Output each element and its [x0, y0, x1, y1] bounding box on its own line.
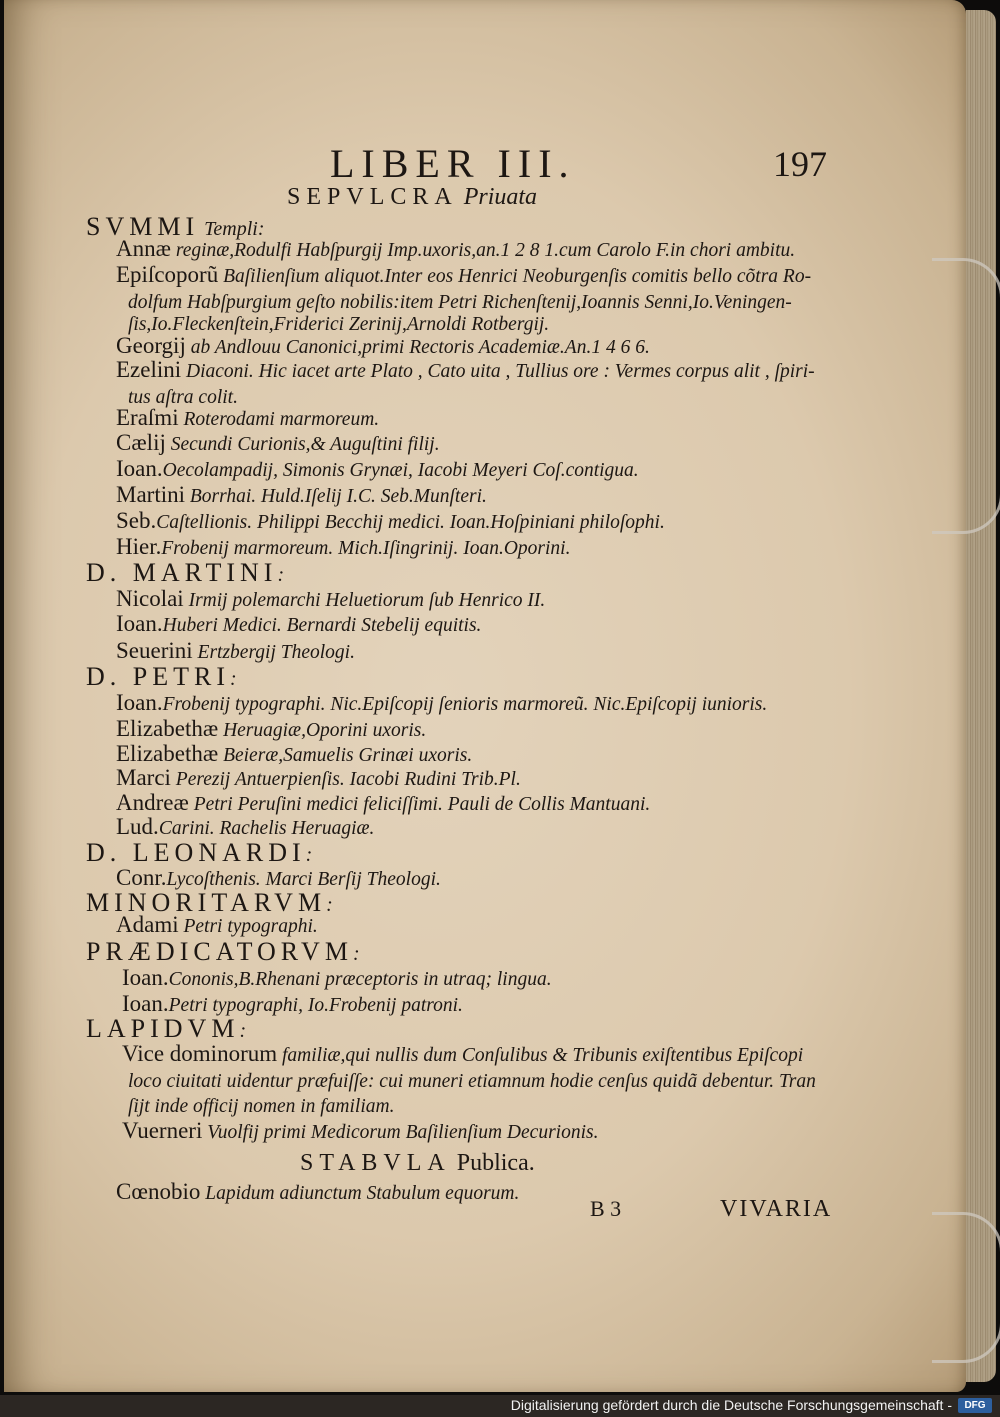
- entry-name: Eraſmi: [116, 405, 179, 430]
- stabula-line: [116, 1179, 519, 1207]
- entry-note: Petri typographi, Io.Frobenij patroni.: [168, 995, 463, 1016]
- list-item: [116, 456, 639, 484]
- heading-name: MINORITARVM: [86, 888, 327, 917]
- section-title-caps: SEPVLCRA: [287, 184, 458, 210]
- entry-note: Perezij Antuerpienſis. Iacobi Rudini Trib.Pl.: [170, 769, 521, 790]
- entry-note: familiæ,qui nullis dum Conſulibus & Tribunis exiſtentibus Epiſcopi: [277, 1045, 804, 1066]
- entry-name: Elizabethæ: [116, 741, 219, 766]
- entry-name: Cælij: [116, 430, 166, 455]
- section-title: [287, 184, 537, 211]
- entry-note: Cononis,B.Rhenani præceptoris in utraq; lingua.: [168, 969, 552, 990]
- entry-name: Seuerini: [116, 638, 193, 663]
- entry-note: Lycoſthenis. Marci Berſij Theologi.: [166, 869, 441, 890]
- heading-name: PRÆDICATORVM: [86, 937, 353, 966]
- section-heading: [86, 664, 237, 692]
- list-item: [116, 430, 440, 458]
- entry-name: Ioan.: [116, 456, 163, 481]
- heading-suffix: :: [305, 844, 313, 866]
- entry-note: Diaconi. Hic iacet arte Plato , Cato uita , Tullius ore : Vermes corpus alit , ſpiri-: [181, 361, 815, 382]
- section-heading: [86, 840, 312, 868]
- entry-name: Elizabethæ: [116, 716, 219, 741]
- stabula-line-name: Cœnobio: [116, 1179, 201, 1204]
- entry-name: Vice dominorum: [122, 1041, 278, 1066]
- section-title-rest: Priuata: [457, 184, 538, 210]
- entry-note: reginæ,Rodulfi Habſpurgij Imp.uxoris,an.1 2 8 1.cum Carolo F.in chori ambitu.: [170, 240, 796, 261]
- entry-name: Nicolai: [116, 586, 184, 611]
- dfg-logo-icon: DFG: [958, 1398, 992, 1413]
- entry-note: Vuolfij primi Medicorum Baſilienſium Decurionis.: [202, 1122, 599, 1143]
- entry-note: Irmij polemarchi Heluetiorum ſub Henrico II.: [183, 590, 546, 611]
- heading-name: LAPIDVM: [86, 1014, 240, 1043]
- entry-note: Petri typographi.: [178, 916, 318, 937]
- entry-note: Huberi Medici. Bernardi Stebelij equitis.: [162, 615, 482, 636]
- section-heading: [86, 1016, 246, 1044]
- list-item-continuation: [128, 1067, 816, 1095]
- entry-note: ab Andlouu Canonici,primi Rectoris Academiæ.An.1 4 6 6.: [185, 337, 650, 358]
- entry-name: Annæ: [116, 236, 171, 261]
- entry-name: Seb.: [116, 508, 157, 533]
- entry-note: Secundi Curionis,& Auguſtini filij.: [165, 434, 440, 455]
- heading-suffix: :: [239, 1020, 247, 1042]
- entry-note: tus aſtra colit.: [128, 387, 238, 408]
- entry-note: Oecolampadij, Simonis Grynæi, Iacobi Meyeri Coſ.contigua.: [162, 460, 639, 481]
- heading-suffix: Templi:: [199, 218, 265, 240]
- entry-name: Epiſcoporũ: [116, 262, 219, 287]
- entry-note: Frobenij typographi. Nic.Epiſcopij ſenioris marmoreũ. Nic.Epiſcopij iunioris.: [162, 694, 768, 715]
- stabula-title-rest: Publica.: [450, 1150, 535, 1176]
- list-item: [116, 236, 795, 264]
- entry-name: Marci: [116, 765, 171, 790]
- funding-notice: Digitalisierung gefördert durch die Deutsche Forschungsgemeinschaft -: [510, 1397, 952, 1413]
- entry-name: Adami: [116, 912, 179, 937]
- entry-name: Ioan.: [122, 965, 169, 990]
- list-item: [116, 405, 379, 433]
- heading-name: D. LEONARDI: [86, 838, 306, 867]
- list-item: [116, 586, 545, 614]
- heading-name: SVMMI: [86, 212, 200, 241]
- page-edges: [966, 10, 996, 1382]
- entry-name: Lud.: [116, 814, 159, 839]
- entry-name: Ioan.: [116, 611, 163, 636]
- entry-note: Frobenij marmoreum. Mich.Iſingrinij. Ioan.Oporini.: [161, 538, 571, 559]
- scan-footer-bar: [0, 1395, 1000, 1417]
- page-clip-icon: [932, 1212, 1000, 1363]
- entry-note: Heruagiæ,Oporini uxoris.: [218, 720, 427, 741]
- heading-suffix: :: [352, 943, 360, 965]
- entry-name: Georgij: [116, 333, 186, 358]
- list-item: [116, 357, 815, 385]
- running-title: LIBER III.: [330, 141, 576, 186]
- list-item: [116, 765, 521, 793]
- heading-suffix: :: [326, 894, 333, 916]
- entry-note: Beieræ,Samuelis Grinæi uxoris.: [218, 745, 473, 766]
- list-item: [116, 482, 487, 510]
- list-item: [122, 965, 552, 993]
- heading-suffix: :: [277, 564, 285, 586]
- list-item: [122, 1041, 803, 1069]
- list-item: [116, 912, 318, 940]
- stabula-title-caps: STABVLA: [300, 1150, 451, 1176]
- entry-name: Andreæ: [116, 790, 189, 815]
- catchword: VIVARIA: [720, 1196, 833, 1222]
- list-item-continuation: [128, 1092, 394, 1120]
- section-heading: [86, 939, 360, 967]
- entry-note: ſijt inde officij nomen in familiam.: [128, 1096, 395, 1117]
- list-item: [122, 1118, 598, 1146]
- list-item: [116, 611, 481, 639]
- entry-note: Carini. Rachelis Heruagiæ.: [158, 818, 375, 839]
- section-heading: [86, 560, 284, 588]
- entry-note: Petri Peruſini medici feliciſſimi. Pauli de Collis Mantuani.: [188, 794, 651, 815]
- entry-note: loco ciuitati uidentur præfuiſſe: cui muneri etiamnum hodie cenſus quidã debentur. Tran: [128, 1071, 816, 1092]
- entry-name: Conr.: [116, 865, 167, 890]
- page-clip-icon: [932, 258, 1000, 534]
- entry-note: Roterodami marmoreum.: [178, 409, 380, 430]
- entry-note: Borrhai. Huld.Iſelij I.C. Seb.Munſteri.: [185, 486, 487, 507]
- stabula-line-note: Lapidum adiunctum Stabulum equorum.: [200, 1183, 520, 1204]
- list-item: [116, 716, 426, 744]
- entry-name: Hier.: [116, 534, 162, 559]
- entry-note: Ertzbergij Theologi.: [192, 642, 355, 663]
- entry-note: Baſilienſium aliquot.Inter eos Henrici Neoburgenſis comitis bello cõtra Ro-: [218, 266, 812, 287]
- entry-name: Martini: [116, 482, 185, 507]
- heading-name: D. MARTINI: [86, 558, 278, 587]
- list-item: [116, 690, 767, 718]
- heading-suffix: :: [230, 668, 237, 690]
- entry-name: Vuerneri: [122, 1118, 203, 1143]
- signature-mark: B 3: [590, 1196, 622, 1221]
- stabula-title: [300, 1150, 535, 1177]
- page-number: 197: [773, 144, 827, 184]
- entry-name: Ioan.: [122, 991, 169, 1016]
- list-item: [116, 262, 811, 290]
- heading-name: D. PETRI: [86, 662, 230, 691]
- entry-note: dolfum Habſpurgium geſto nobilis:item Petri Richenſtenij,Ioannis Senni,Io.Veningen-: [128, 292, 792, 313]
- entry-note: ſis,Io.Fleckenſtein,Friderici Zerinij,Arnoldi Rotbergij.: [128, 314, 550, 335]
- list-item: [116, 508, 665, 536]
- entry-name: Ezelini: [116, 357, 182, 382]
- entry-note: Caſtellionis. Philippi Becchij medici. Ioan.Hoſpiniani philoſophi.: [156, 512, 665, 533]
- entry-name: Ioan.: [116, 690, 163, 715]
